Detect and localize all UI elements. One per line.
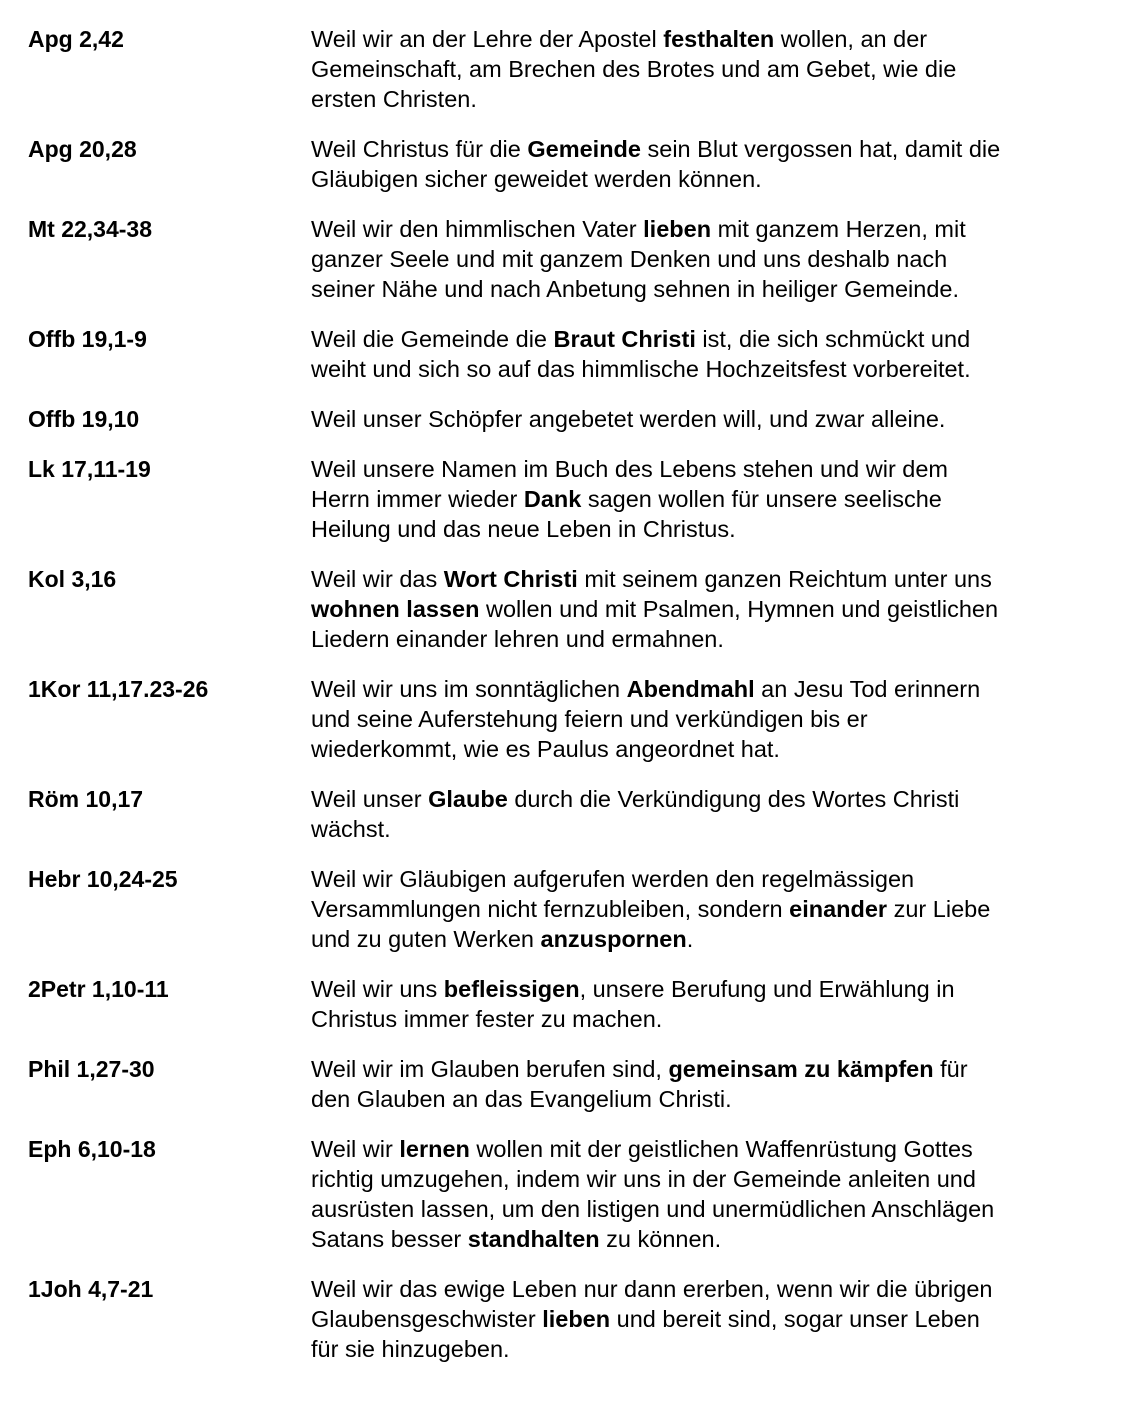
text-segment: mit seinem ganzen Reichtum unter uns (577, 566, 992, 592)
reason-text (311, 1134, 1098, 1254)
verse-entry (28, 674, 1098, 764)
verse-entry (28, 24, 1098, 114)
text-segment: Weil unser (311, 786, 429, 812)
emphasized-text: Braut Christi (553, 326, 696, 352)
reason-text (311, 404, 1098, 434)
text-segment: Weil wir uns (311, 976, 444, 1002)
text-segment: Weil wir Gläubigen aufgerufen werden den regelmässigen (311, 866, 915, 892)
text-segment: für sie hinzugeben. (311, 1336, 510, 1362)
bible-reference: Röm 10,17 (28, 786, 144, 812)
verse-entry (28, 134, 1098, 194)
emphasized-text: wohnen lassen (311, 596, 480, 622)
bible-reference: Eph 6,10-18 (28, 1136, 156, 1162)
verse-entry (28, 564, 1098, 654)
verse-entry (28, 864, 1098, 954)
text-segment: Versammlungen nicht fernzubleiben, sondern (311, 896, 790, 922)
emphasized-text: anzuspornen (540, 926, 687, 952)
emphasized-text: einander (789, 896, 888, 922)
text-segment: zur Liebe (887, 896, 991, 922)
text-segment: Christus immer fester zu machen. (311, 1006, 663, 1032)
text-segment: Herrn immer wieder (311, 486, 524, 512)
emphasized-text: Gemeinde (527, 136, 641, 162)
text-segment: weiht und sich so auf das himmlische Hochzeitsfest vorbereitet. (311, 356, 971, 382)
verse-entry (28, 214, 1098, 304)
emphasized-text: Abendmahl (626, 676, 755, 702)
verse-entry (28, 1274, 1098, 1364)
emphasized-text: befleissigen (443, 976, 580, 1002)
verse-entry (28, 1134, 1098, 1254)
reason-text (311, 564, 1098, 654)
emphasized-text: Wort Christi (443, 566, 578, 592)
text-segment: Satans besser (311, 1226, 468, 1252)
emphasized-text: standhalten (467, 1226, 600, 1252)
emphasized-text: lieben (643, 216, 712, 242)
text-segment: Weil wir an der Lehre der Apostel (311, 26, 664, 52)
bible-reference: Kol 3,16 (28, 566, 117, 592)
bible-reference: Hebr 10,24-25 (28, 866, 178, 892)
reason-text (311, 1274, 1098, 1364)
emphasized-text: Glaube (428, 786, 508, 812)
verse-list (28, 24, 1098, 1364)
text-segment: mit ganzem Herzen, mit (711, 216, 966, 242)
text-segment: und seine Auferstehung feiern und verkündigen bis er (311, 706, 868, 732)
text-segment: Gemeinschaft, am Brechen des Brotes und am Gebet, wie die (311, 56, 957, 82)
text-segment: zu können. (599, 1226, 722, 1252)
emphasized-text: Dank (523, 486, 582, 512)
reason-text (311, 674, 1098, 764)
text-segment: ausrüsten lassen, um den listigen und unermüdlichen Anschlägen (311, 1196, 995, 1222)
verse-entry (28, 324, 1098, 384)
reason-text (311, 134, 1098, 194)
bible-reference: Offb 19,10 (28, 406, 140, 432)
bible-reference: Lk 17,11-19 (28, 456, 151, 482)
bible-reference: Apg 20,28 (28, 136, 137, 162)
text-segment: Weil die Gemeinde die (311, 326, 554, 352)
text-segment: Liedern einander lehren und ermahnen. (311, 626, 724, 652)
reason-text (311, 864, 1098, 954)
bible-reference: 1Kor 11,17.23-26 (28, 676, 209, 702)
text-segment: wollen, an der (774, 26, 928, 52)
text-segment: ersten Christen. (311, 86, 477, 112)
verse-entry (28, 1054, 1098, 1114)
text-segment: durch die Verkündigung des Wortes Christi (507, 786, 960, 812)
text-segment: und bereit sind, sogar unser Leben (610, 1306, 980, 1332)
text-segment: seiner Nähe und nach Anbetung sehnen in heiliger Gemeinde. (311, 276, 960, 302)
bible-reference: Phil 1,27-30 (28, 1056, 155, 1082)
text-segment: ganzer Seele und mit ganzem Denken und uns deshalb nach (311, 246, 948, 272)
reason-text (311, 784, 1098, 844)
text-segment: den Glauben an das Evangelium Christi. (311, 1086, 732, 1112)
text-segment: Glaubensgeschwister (311, 1306, 543, 1332)
text-segment: wächst. (311, 816, 391, 842)
verse-entry (28, 784, 1098, 844)
reason-text (311, 454, 1098, 544)
emphasized-text: lieben (542, 1306, 611, 1332)
bible-reference: Apg 2,42 (28, 26, 124, 52)
text-segment: . (686, 926, 694, 952)
text-segment: wollen mit der geistlichen Waffenrüstung Gottes (469, 1136, 973, 1162)
emphasized-text: gemeinsam zu kämpfen (668, 1056, 934, 1082)
bible-reference: Mt 22,34-38 (28, 216, 153, 242)
reason-text (311, 24, 1098, 114)
reason-text (311, 974, 1098, 1034)
text-segment: Weil wir das ewige Leben nur dann ererben, wenn wir die übrigen (311, 1276, 993, 1302)
text-segment: Weil wir das (311, 566, 444, 592)
reason-text (311, 324, 1098, 384)
text-segment: Gläubigen sicher geweidet werden können. (311, 166, 762, 192)
verse-entry (28, 404, 1098, 434)
text-segment: wiederkommt, wie es Paulus angeordnet hat. (311, 736, 780, 762)
text-segment: Weil wir im Glauben berufen sind, (311, 1056, 669, 1082)
verse-entry (28, 974, 1098, 1034)
text-segment: ist, die sich schmückt und (695, 326, 971, 352)
text-segment: richtig umzugehen, indem wir uns in der Gemeinde anleiten und (311, 1166, 976, 1192)
text-segment: sagen wollen für unsere seelische (581, 486, 942, 512)
text-segment: , unsere Berufung und Erwählung in (579, 976, 955, 1002)
bible-reference: Offb 19,1-9 (28, 326, 147, 352)
text-segment: wollen und mit Psalmen, Hymnen und geistlichen (479, 596, 999, 622)
text-segment: und zu guten Werken (311, 926, 541, 952)
emphasized-text: lernen (399, 1136, 470, 1162)
text-segment: Weil wir den himmlischen Vater (311, 216, 644, 242)
text-segment: Heilung und das neue Leben in Christus. (311, 516, 736, 542)
bible-reference: 1Joh 4,7-21 (28, 1276, 154, 1302)
text-segment: sein Blut vergossen hat, damit die (640, 136, 1001, 162)
emphasized-text: festhalten (663, 26, 775, 52)
text-segment: Weil wir uns im sonntäglichen (311, 676, 627, 702)
reason-text (311, 214, 1098, 304)
text-segment: Weil unsere Namen im Buch des Lebens stehen und wir dem (311, 456, 949, 482)
reason-text (311, 1054, 1098, 1114)
text-segment: an Jesu Tod erinnern (754, 676, 981, 702)
document-page (28, 24, 1098, 1384)
text-segment: Weil Christus für die (311, 136, 528, 162)
text-segment: Weil unser Schöpfer angebetet werden will, und zwar alleine. (311, 406, 946, 432)
verse-entry (28, 454, 1098, 544)
text-segment: Weil wir (311, 1136, 400, 1162)
bible-reference: 2Petr 1,10-11 (28, 976, 169, 1002)
text-segment: für (933, 1056, 968, 1082)
